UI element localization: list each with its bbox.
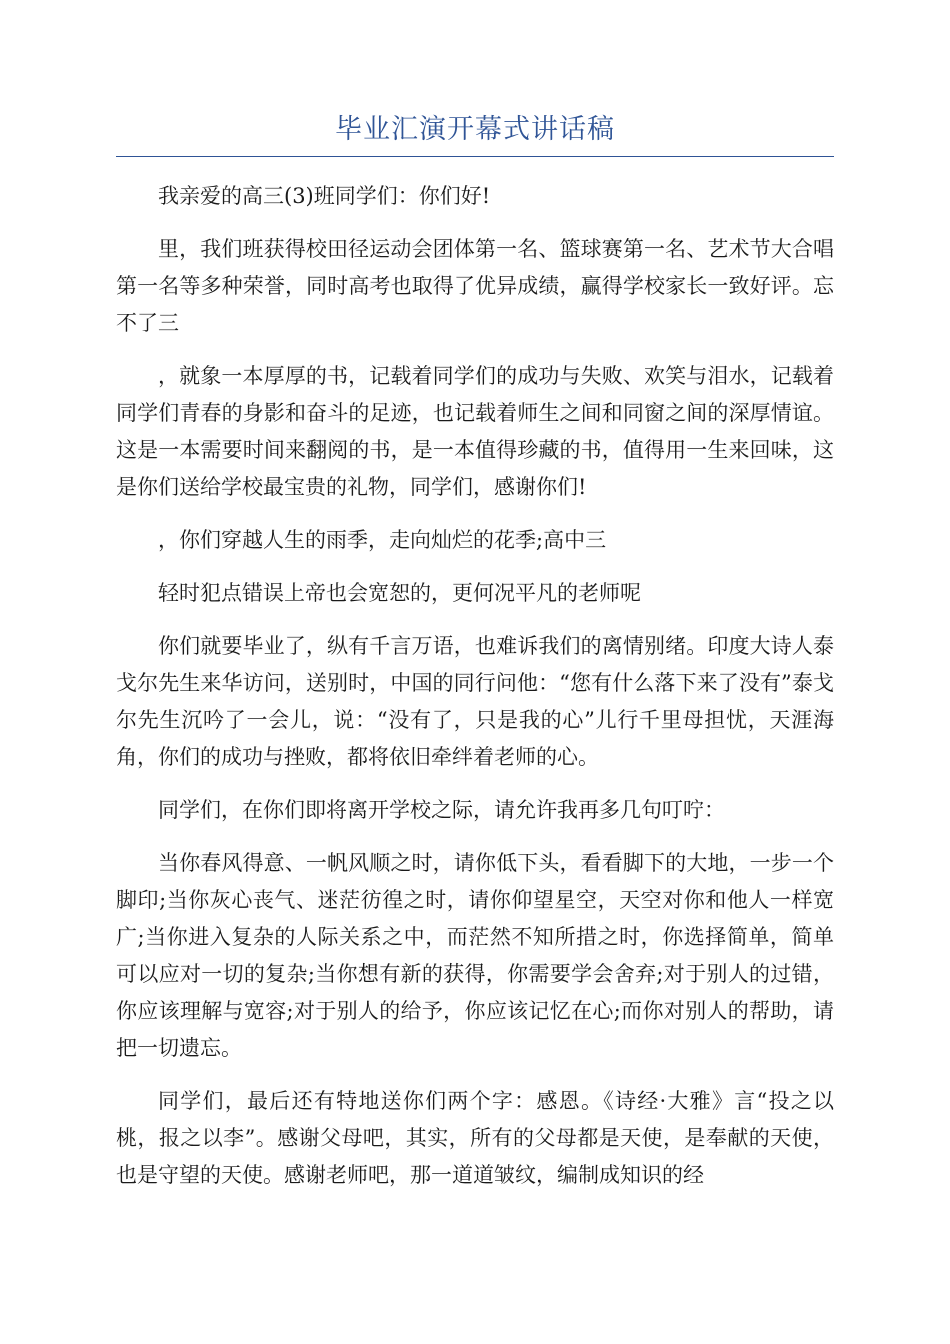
document-title: 毕业汇演开幕式讲话稿: [116, 110, 834, 157]
document-body: [116, 178, 834, 1194]
paragraph: 我亲爱的高三(3)班同学们：你们好!: [158, 184, 491, 208]
paragraph: 轻时犯点错误上帝也会宽恕的，更何况平凡的老师呢: [158, 581, 641, 605]
paragraph: 你们就要毕业了，纵有千言万语，也难诉我们的离情别绪。印度大诗人泰戈尔先生来华访问，送别时，中国的同行问他：“您有什么落下来了没有”泰戈尔先生沉吟了一会儿，说：“没有了，只是我的心”儿行千里母担忧，天涯海角，你们的成功与挫败，都将依旧牵绊着老师的心。: [116, 634, 834, 769]
paragraph: ，你们穿越人生的雨季，走向灿烂的花季;高中三: [158, 528, 607, 552]
paragraph: 同学们，在你们即将离开学校之际，请允许我再多几句叮咛：: [158, 798, 725, 822]
paragraph: 里，我们班获得校田径运动会团体第一名、篮球赛第一名、艺术节大合唱第一名等多种荣誉，同时高考也取得了优异成绩，赢得学校家长一致好评。忘不了三: [116, 237, 834, 335]
paragraph: 当你春风得意、一帆风顺之时，请你低下头，看看脚下的大地，一步一个脚印;当你灰心丧气、迷茫彷徨之时，请你仰望星空，天空对你和他人一样宽广;当你进入复杂的人际关系之中，而茫然不知所措之时，你选择简单，简单可以应对一切的复杂;当你想有新的获得，你需要学会舍弃;对于别人的过错，你应该理解与宽容;对于别人的给予，你应该记忆在心;而你对别人的帮助，请把一切遗忘。: [116, 851, 834, 1060]
document-page: [116, 110, 834, 1210]
paragraph: ，就象一本厚厚的书，记载着同学们的成功与失败、欢笑与泪水，记载着同学们青春的身影和奋斗的足迹，也记载着师生之间和同窗之间的深厚情谊。这是一本需要时间来翻阅的书，是一本值得珍藏的书，值得用一生来回味，这是你们送给学校最宝贵的礼物，同学们，感谢你们!: [116, 364, 834, 499]
paragraph: 同学们，最后还有特地送你们两个字：感恩。《诗经·大雅》言“投之以桃，报之以李”。感谢父母吧，其实，所有的父母都是天使，是奉献的天使，也是守望的天使。感谢老师吧，那一道道皱纹，编制成知识的经: [116, 1089, 834, 1187]
